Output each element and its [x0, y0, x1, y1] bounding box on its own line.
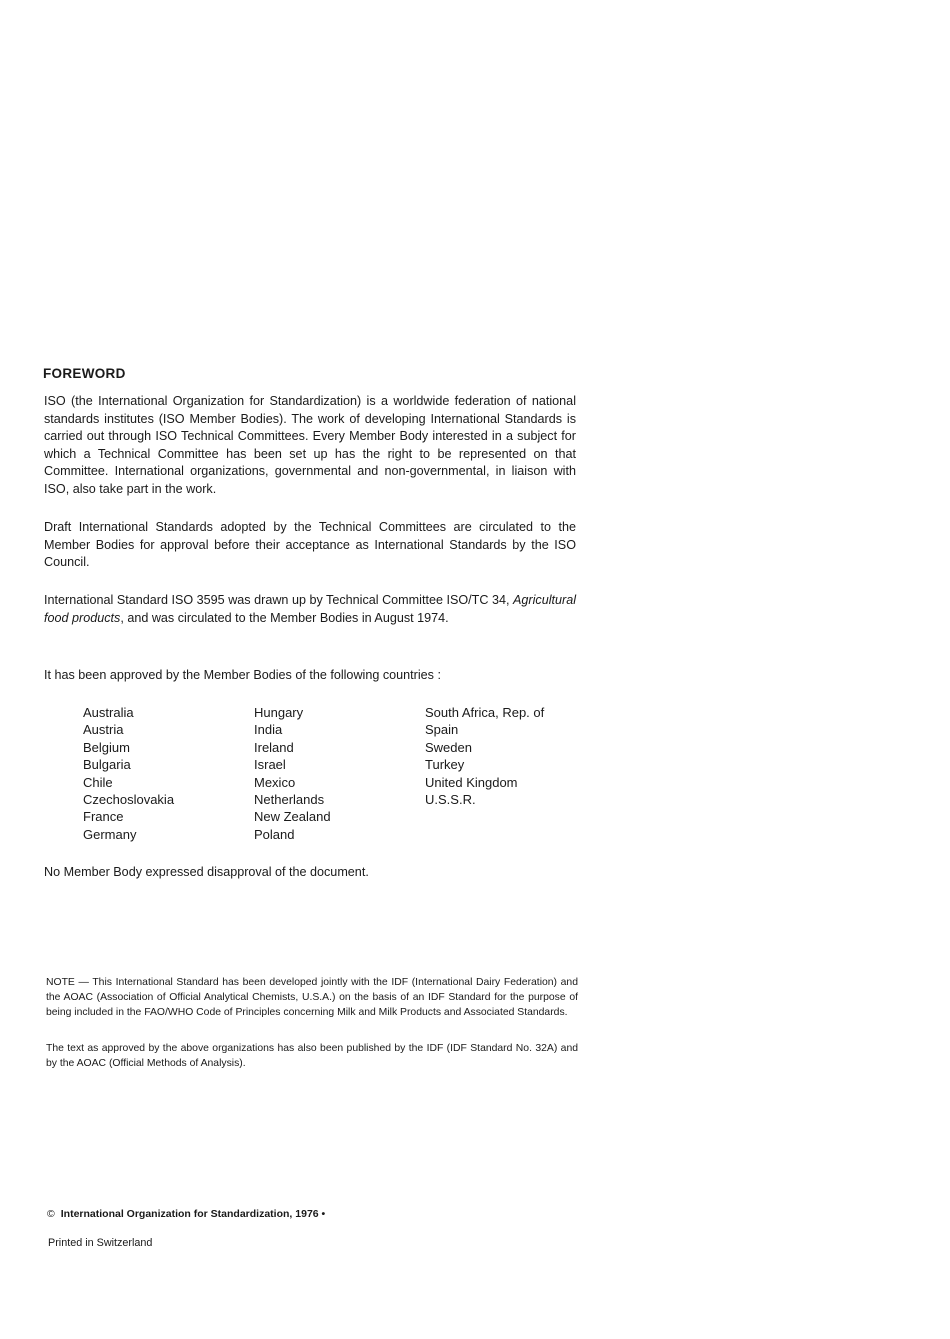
copyright-icon: © [47, 1208, 55, 1220]
country-item: Netherlands [254, 792, 325, 808]
country-item: South Africa, Rep. of [425, 705, 545, 720]
foreword-paragraph-iso: ISO (the International Organization for Standardization) is a worldwide federation of national standards institutes (ISO Member Bodies). The work of developing International Standards is carried out through ISO Technical Committees. Every Member Body interested in a subject for which a Technical Committee has been set up has the right to be represented on that Committee. International organizations, governmental and non-governmental, in liaison with ISO, also take part in the work. [44, 394, 576, 496]
foreword-paragraph-drafts: Draft International Standards adopted by the Technical Committees are circulated to the Member Bodies for approval before their acceptance as International Standards by the ISO Council. [44, 520, 576, 569]
country-item: Israel [254, 757, 286, 773]
country-item: Bulgaria [83, 757, 131, 773]
copyright-text: International Organization for Standardization, 1976 • [60, 1208, 326, 1220]
note-idf-aoac: NOTE — This International Standard has been developed jointly with the IDF (International Dairy Federation) and the AOAC (Association of Official Analytical Chemists, U.S.A.) on the basis of an IDF Standard for the purpose of being included in the FAO/WHO Code of Principles concerning Milk and Milk Products and Associated Standards. [46, 977, 578, 1018]
foreword-heading: FOREWORD [43, 366, 126, 381]
printed-location: Printed in Switzerland [48, 1237, 153, 1249]
country-item: Chile [83, 774, 113, 790]
foreword-paragraph-approval: It has been approved by the Member Bodies of the following countries : [44, 668, 441, 682]
country-item: Sweden [425, 739, 472, 755]
standard-text-start: International Standard ISO 3595 was drawn up by Technical Committee ISO/TC 34, [44, 593, 513, 607]
country-item: Poland [254, 826, 295, 842]
country-item: Germany [83, 826, 137, 842]
country-item: U.S.S.R. [425, 792, 476, 808]
country-item: Turkey [425, 757, 465, 773]
country-item: Czechoslovakia [83, 792, 175, 808]
countries-column-1 [83, 704, 174, 843]
country-item: France [83, 809, 124, 825]
country-item: Ireland [254, 739, 294, 755]
committee-title: Agricultural food products [44, 593, 576, 625]
country-item: New Zealand [254, 809, 331, 825]
countries-column-2 [254, 704, 331, 843]
country-item: Australia [83, 705, 134, 720]
country-item: Belgium [83, 739, 130, 755]
copyright-line [47, 1208, 325, 1220]
country-item: Spain [425, 722, 459, 738]
country-item: Mexico [254, 774, 296, 790]
country-item: Hungary [254, 705, 304, 720]
country-item: Austria [83, 722, 124, 738]
note-publication: The text as approved by the above organizations has also been published by the IDF (IDF Standard No. 32A) and by the AOAC (Official Methods of Analysis). [46, 1043, 578, 1069]
foreword-paragraph-disapproval: No Member Body expressed disapproval of the document. [44, 865, 369, 879]
country-item: United Kingdom [425, 774, 518, 790]
countries-column-3 [425, 704, 544, 808]
country-item: India [254, 722, 283, 738]
standard-text-end: , and was circulated to the Member Bodies in August 1974. [120, 610, 449, 625]
foreword-paragraph-standard [44, 592, 576, 627]
